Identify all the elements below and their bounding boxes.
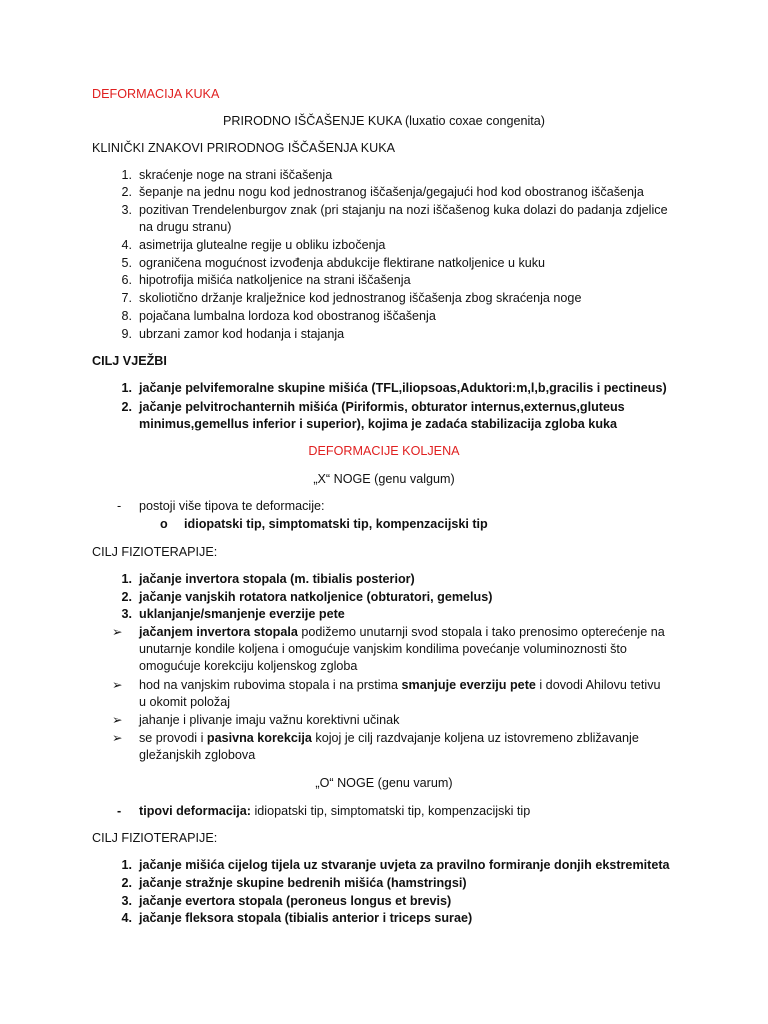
heading-clinical-signs: KLINIČKI ZNAKOVI PRIRODNOG IŠČAŠENJA KUKA — [92, 141, 396, 155]
types-text: idiopatski tip, simptomatski tip, kompenzacijski tip — [250, 804, 531, 818]
bullet-text: kojoj je cilj razdvajanje koljena uz istovremeno zbližavanje — [311, 731, 639, 745]
heading-physio-goal-2: CILJ FIZIOTERAPIJE: — [92, 831, 218, 845]
bullet-continuation: u okomit položaj — [139, 695, 231, 709]
list-number: 8. — [121, 309, 132, 323]
page-title: DEFORMACIJA KUKA — [92, 87, 220, 101]
list-item: jačanje stražnje skupine bedrenih mišića (hamstringsi) — [139, 876, 467, 890]
list-number: 1. — [121, 168, 132, 182]
list-item: pojačana lumbalna lordoza kod obostranog iščašenja — [139, 309, 436, 323]
bullet-item — [139, 677, 661, 694]
heading-o-legs: „O“ NOGE (genu varum) — [315, 776, 453, 790]
list-number: 1. — [121, 572, 132, 586]
list-item-continuation: minimus,gemellus inferior i superior), kojima je zadaća stabilizacija zgloba kuka — [139, 417, 618, 431]
arrow-bullet-icon: ➢ — [112, 625, 123, 639]
list-item-continuation: na drugu stranu) — [139, 220, 232, 234]
list-item: ubrzani zamor kod hodanja i stajanja — [139, 327, 345, 341]
o-legs-types — [139, 803, 530, 820]
bullet-text: se provodi i — [139, 731, 207, 745]
arrow-bullet-icon: ➢ — [112, 731, 123, 745]
arrow-bullet-icon: ➢ — [112, 713, 123, 727]
dash-marker: - — [117, 499, 122, 513]
list-number: 1. — [121, 858, 132, 872]
list-number: 5. — [121, 256, 132, 270]
list-number: 9. — [121, 327, 132, 341]
list-number: 3. — [121, 203, 132, 217]
heading-physio-goal-1: CILJ FIZIOTERAPIJE: — [92, 545, 218, 559]
list-item: šepanje na jednu nogu kod jednostranog iščašenja/gegajući hod kod obostranog iščašenja — [139, 185, 644, 199]
list-item: uklanjanje/smanjenje everzije pete — [139, 607, 345, 621]
list-number: 2. — [121, 185, 132, 199]
list-number: 7. — [121, 291, 132, 305]
bullet-item — [139, 730, 639, 747]
bold-phrase: pasivna korekcija — [206, 731, 312, 745]
subtitle-hip-dislocation: PRIRODNO IŠČAŠENJE KUKA (luxatio coxae congenita) — [223, 114, 545, 128]
x-legs-types-text: postoji više tipova te deformacije: — [139, 499, 325, 513]
list-item: hipotrofija mišića natkoljenice na strani iščašenja — [139, 273, 411, 287]
list-number: 1. — [121, 381, 132, 395]
arrow-bullet-icon: ➢ — [112, 678, 123, 692]
bold-phrase: tipovi deformacija: — [139, 804, 251, 818]
bullet-item — [139, 624, 665, 641]
bullet-continuation: unutarnje kondile koljena i omogućuje vanjskim kondilima povećanje voluminoznosti što — [139, 642, 627, 656]
list-item: jačanje invertora stopala (m. tibialis posterior) — [139, 572, 415, 586]
list-item: asimetrija glutealne regije u obliku izbočenja — [139, 238, 386, 252]
list-number: 2. — [121, 400, 132, 414]
list-number: 3. — [121, 894, 132, 908]
list-number: 4. — [121, 238, 132, 252]
list-number: 2. — [121, 590, 132, 604]
list-item: jačanje evertora stopala (peroneus longus et brevis) — [139, 894, 452, 908]
bold-phrase: smanjuje everziju pete — [401, 678, 536, 692]
list-item: jačanje mišića cijelog tijela uz stvaranje uvjeta za pravilno formiranje donjih ekstremiteta — [139, 858, 670, 872]
list-number: 3. — [121, 607, 132, 621]
x-legs-types-list: idiopatski tip, simptomatski tip, kompenzacijski tip — [184, 517, 488, 531]
heading-x-legs: „X“ NOGE (genu valgum) — [313, 472, 455, 486]
list-item: ograničena mogućnost izvođenja abdukcije flektirane natkoljenice u kuku — [139, 256, 546, 270]
list-item: skoliotično držanje kralježnice kod jednostranog iščašenja zbog skraćenja noge — [139, 291, 582, 305]
bullet-continuation: omogućuje korekciju koljenskog zgloba — [139, 659, 358, 673]
heading-exercise-goal: CILJ VJEŽBI — [92, 354, 167, 368]
list-item: skraćenje noge na strani iščašenja — [139, 168, 333, 182]
dash-marker: - — [117, 804, 122, 818]
bullet-continuation: gležanjskih zglobova — [139, 748, 256, 762]
sub-bullet-marker: o — [160, 517, 168, 531]
list-item: jačanje pelvitrochanternih mišića (Piriformis, obturator internus,externus,gluteus — [139, 400, 625, 414]
list-item: jačanje vanjskih rotatora natkoljenice (obturatori, gemelus) — [139, 590, 493, 604]
list-item: jačanje fleksora stopala (tibialis anterior i triceps surae) — [139, 911, 473, 925]
bold-phrase: jačanjem invertora stopala — [139, 625, 298, 639]
list-item: pozitivan Trendelenburgov znak (pri stajanju na nozi iščašenog kuka dolazi do padanja zdjelice — [139, 203, 668, 217]
bullet-text: podižemo unutarnji svod stopala i tako prenosimo opterećenje na — [297, 625, 665, 639]
bullet-item: jahanje i plivanje imaju važnu korektivni učinak — [139, 713, 400, 727]
bullet-text: hod na vanjskim rubovima stopala i na prstima — [139, 678, 402, 692]
bullet-text: i dovodi Ahilovu tetivu — [535, 678, 661, 692]
list-number: 6. — [121, 273, 132, 287]
knee-deformities-title: DEFORMACIJE KOLJENA — [308, 444, 460, 458]
list-number: 2. — [121, 876, 132, 890]
list-item: jačanje pelvifemoralne skupine mišića (TFL,iliopsoas,Aduktori:m,l,b,gracilis i pectineus) — [139, 381, 667, 395]
list-number: 4. — [121, 911, 132, 925]
